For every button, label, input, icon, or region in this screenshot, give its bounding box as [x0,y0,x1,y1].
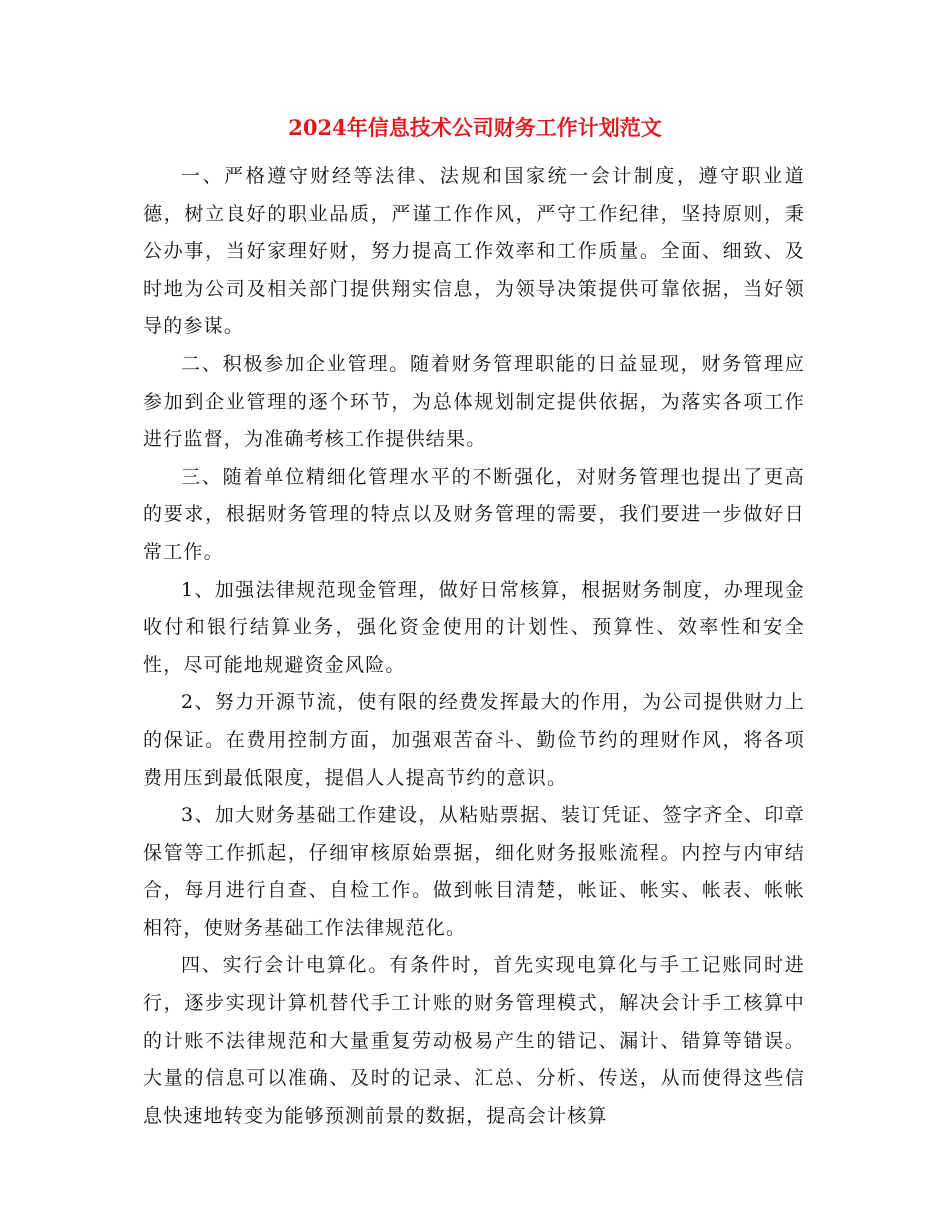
paragraph-2: 二、积极参加企业管理。随着财务管理职能的日益显现，财务管理应参加到企业管理的逐个环节，为总体规划制定提供依据，为落实各项工作进行监督，为准确考核工作提供结果。 [143,352,805,451]
document-title: 2024年信息技术公司财务工作计划范文 [288,115,662,140]
paragraph-1: 一、严格遵守财经等法律、法规和国家统一会计制度，遵守职业道德，树立良好的职业品质，严谨工作作风，严守工作纪律，坚持原则，秉公办事，当好家理好财，努力提高工作效率和工作质量。全面、细致、及时地为公司及相关部门提供翔实信息，为领导决策提供可靠依据，当好领导的参谋。 [143,165,805,338]
paragraph-5: 2、努力开源节流，使有限的经费发挥最大的作用，为公司提供财力上的保证。在费用控制方面，加强艰苦奋斗、勤俭节约的理财作风，将各项费用压到最低限度，提倡人人提高节约的意识。 [143,691,805,789]
paragraph-7: 四、实行会计电算化。有条件时，首先实现电算化与手工记账同时进行，逐步实现计算机替代手工计账的财务管理模式，解决会计手工核算中的计账不法律规范和大量重复劳动极易产生的错记、漏计、错算等错误。大量的信息可以准确、及时的记录、汇总、分析、传送，从而使得这些信息快速地转变为能够预测前景的数据，提高会计核算 [143,954,805,1127]
paragraph-6: 3、加大财务基础工作建设，从粘贴票据、装订凭证、签字齐全、印章保管等工作抓起，仔细审核原始票据，细化财务报账流程。内控与内审结合，每月进行自查、自检工作。做到帐目清楚，帐证、帐实、帐表、帐帐相符，使财务基础工作法律规范化。 [143,804,805,939]
document-body [143,158,805,1135]
paragraph-4: 1、加强法律规范现金管理，做好日常核算，根据财务制度，办理现金收付和银行结算业务，强化资金使用的计划性、预算性、效率性和安全性，尽可能地规避资金风险。 [143,578,805,676]
paragraph-3: 三、随着单位精细化管理水平的不断强化，对财务管理也提出了更高的要求，根据财务管理的特点以及财务管理的需要，我们要进一步做好日常工作。 [143,465,805,563]
